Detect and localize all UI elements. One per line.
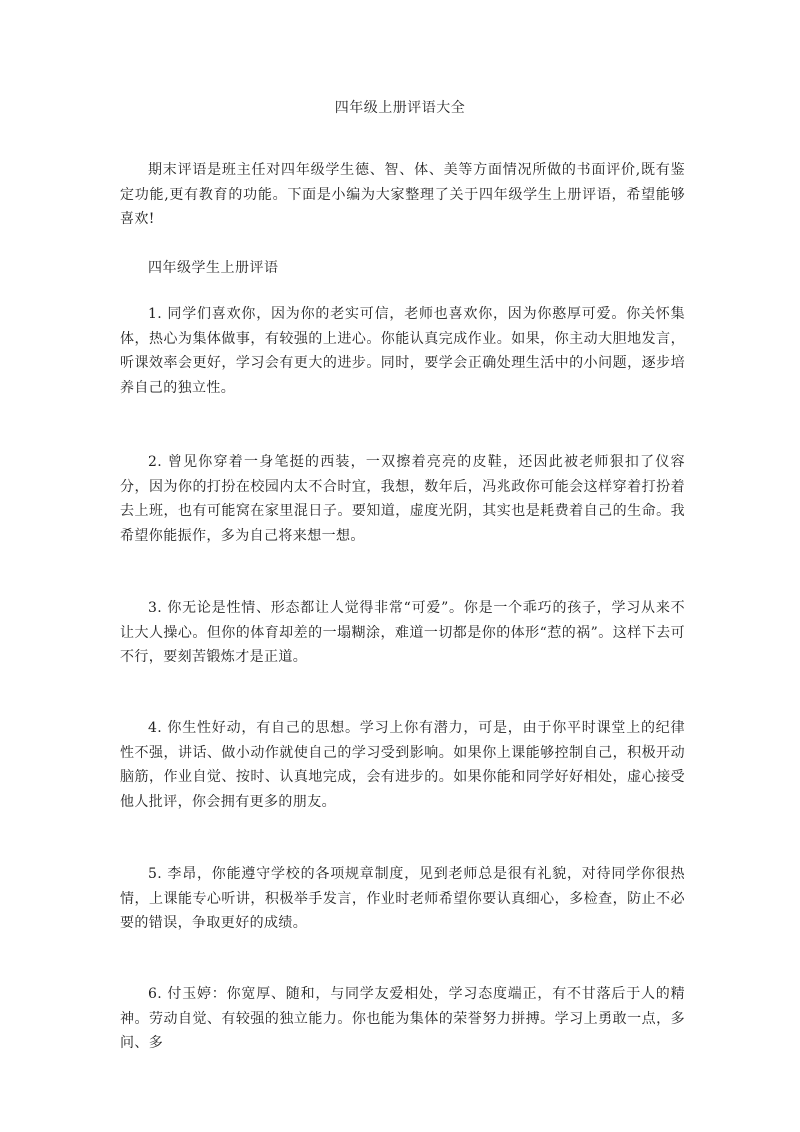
comment-item-4 (120, 716, 685, 814)
comment-item-2 (120, 450, 685, 548)
intro-paragraph: 期末评语是班主任对四年级学生德、智、体、美等方面情况所做的书面评价,既有鉴定功能,更有教育的功能。下面是小编为大家整理了关于四年级学生上册评语，希望能够喜欢! (120, 162, 685, 227)
comment-text: 3. 你无论是性情、形态都让人觉得非常“可爱”。你是一个乖巧的孩子，学习从来不让大人操心。但你的体育却差的一塌糊涂，难道一切都是你的体形“惹的祸”。这样下去可不行，要刻苦锻炼才是正道。 (120, 600, 685, 665)
intro-paragraph-block (120, 158, 685, 232)
comment-text: 2. 曾见你穿着一身笔挺的西装，一双擦着亮亮的皮鞋，还因此被老师狠扣了仪容分，因为你的打扮在校园内太不合时宜，我想，数年后，冯兆政你可能会这样穿着打扮着去上班，也有可能窝在家里混日子。要知道，虚度光阴，其实也是耗费着自己的生命。我希望你能振作，多为自己将来想一想。 (120, 454, 685, 544)
document-title: 四年级上册评语大全 (334, 100, 466, 116)
comment-item-3 (120, 596, 685, 670)
section-heading: 四年级学生上册评语 (148, 260, 279, 276)
comment-text: 5. 李昂，你能遵守学校的各项规章制度，见到老师总是很有礼貌，对待同学你很热情，上课能专心听讲，积极举手发言，作业时老师希望你要认真细心，多检查，防止不必要的错误，争取更好的成绩。 (120, 866, 685, 931)
comment-item-1 (120, 302, 685, 400)
comment-item-5 (120, 862, 685, 936)
comment-text: 4. 你生性好动，有自己的思想。学习上你有潜力，可是，由于你平时课堂上的纪律性不强，讲话、做小动作就使自己的学习受到影响。如果你上课能够控制自己，积极开动脑筋，作业自觉、按时、认真地完成，会有进步的。如果你能和同学好好相处，虚心接受他人批评，你会拥有更多的朋友。 (120, 720, 685, 810)
comment-text: 1. 同学们喜欢你，因为你的老实可信，老师也喜欢你，因为你憨厚可爱。你关怀集体，热心为集体做事，有较强的上进心。你能认真完成作业。如果，你主动大胆地发言，听课效率会更好，学习会有更大的进步。同时，要学会正确处理生活中的小问题，逐步培养自己的独立性。 (120, 306, 685, 396)
comment-item-6 (120, 982, 685, 1056)
comment-text: 6. 付玉婷：你宽厚、随和，与同学友爱相处，学习态度端正，有不甘落后于人的精神。劳动自觉、有较强的独立能力。你也能为集体的荣誉努力拼搏。学习上勇敢一点，多问、多 (120, 986, 685, 1051)
